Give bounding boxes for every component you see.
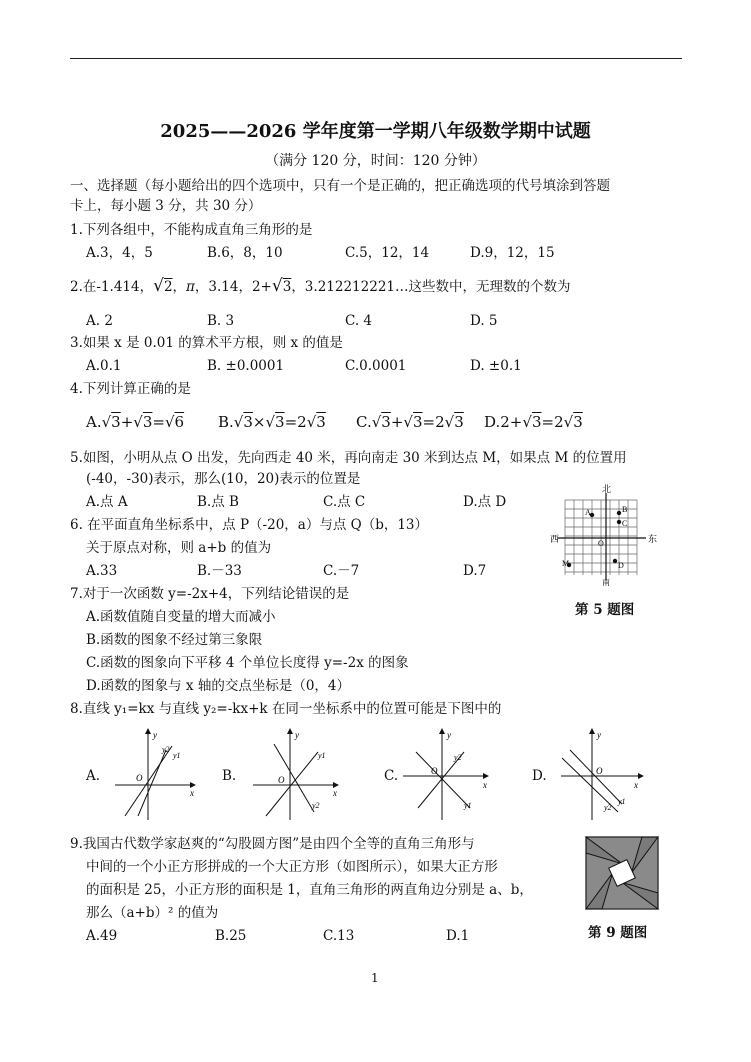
q8-graph-c <box>398 728 493 823</box>
q9-option-d: D.1 <box>446 928 470 944</box>
header-rule <box>70 58 682 59</box>
svg-text:x: x <box>190 788 194 798</box>
q3-option-d: D. ±0.1 <box>470 358 522 374</box>
q5-line-2: (-40，-30)表示，那么(10，20)表示的位置是 <box>86 471 361 487</box>
svg-text:x: x <box>333 788 337 798</box>
svg-text:x: x <box>483 780 487 790</box>
q1-option-d: D.9，12，15 <box>470 245 555 261</box>
q3-option-c: C.0.0001 <box>345 358 407 374</box>
q5-option-c: C.点 C <box>323 494 366 510</box>
section-heading: 一、选择题（每小题给出的四个选项中，只有一个是正确的，把正确选项的代号填涂到答题 <box>70 178 610 194</box>
q5-east-label: 东 <box>648 534 658 544</box>
q9-line-2: 中间的一个小正方形拼成的一个大正方形（如图所示），如果大正方形 <box>86 859 498 875</box>
svg-text:y: y <box>295 730 299 740</box>
q7-stem: 7.对于一次函数 y=-2x+4，下列结论错误的是 <box>70 586 350 602</box>
q7-option-d: D.函数的图象与 x 轴的交点坐标是（0，4） <box>86 678 351 694</box>
q5-line-1: 5.如图，小明从点 O 出发，先向西走 40 米，再向南走 30 米到达点 M，如果点 M 的位置用 <box>70 450 627 466</box>
svg-text:y2: y2 <box>604 803 612 812</box>
q9-line-4: 那么（a+b）² 的值为 <box>86 905 219 921</box>
svg-text:y1: y1 <box>318 751 326 760</box>
q5-point-b: B <box>622 505 628 514</box>
q5-option-a: A.点 A <box>86 494 128 510</box>
q9-option-c: C.13 <box>323 928 355 944</box>
q5-option-b: B.点 B <box>197 494 239 510</box>
q8-graph-d <box>556 728 648 823</box>
q6-line-1: 6. 在平面直角坐标系中，点 P（-20，a）与点 Q（b，13） <box>70 517 429 533</box>
q8-option-b: B. <box>222 768 237 784</box>
q1-stem: 1.下列各组中，不能构成直角三角形的是 <box>70 222 313 238</box>
q1-option-c: C.5，12，14 <box>345 245 430 261</box>
q6-option-d: D.7 <box>463 563 487 579</box>
page-number: 1 <box>371 971 379 985</box>
q5-point-c: C <box>622 519 628 528</box>
q8-option-a: A. <box>86 768 101 784</box>
q5-grid-figure <box>550 485 660 585</box>
q5-figure-caption: 第 5 题图 <box>575 602 635 618</box>
q4-option-d: D.2+√3=2√3 <box>484 413 583 431</box>
page-subtitle: （满分 120 分，时间：120 分钟） <box>265 153 486 169</box>
svg-text:O: O <box>596 766 603 776</box>
q5-west-label: 西 <box>550 534 560 544</box>
q5-point-o: O <box>598 539 604 548</box>
q5-option-d: D.点 D <box>463 494 507 510</box>
svg-text:y: y <box>447 730 451 740</box>
svg-text:y1: y1 <box>464 801 472 810</box>
q2-stem: 2.在-1.414，√2，π，3.14，2+√3，3.212212221…这些数中，无理数的个数为 <box>70 276 571 296</box>
svg-text:y1: y1 <box>618 797 626 806</box>
q9-line-1: 9.我国古代数学家赵爽的“勾股圆方图”是由四个全等的直角三角形与 <box>70 836 475 852</box>
q6-option-a: A.33 <box>86 563 118 579</box>
q8-option-d: D. <box>532 768 547 784</box>
svg-text:y: y <box>597 730 601 740</box>
q4-option-a: A.√3+√3=√6 <box>86 413 185 431</box>
q2-option-c: C. 4 <box>345 313 373 329</box>
q9-pythagoras-square-figure <box>586 837 658 909</box>
section-heading-cont: 卡上，每小题 3 分，共 30 分） <box>70 198 262 214</box>
q7-option-a: A.函数值随自变量的增大而减小 <box>86 609 276 625</box>
q5-point-m: M <box>562 559 570 568</box>
q1-option-a: A.3，4，5 <box>86 245 153 261</box>
svg-text:y2: y2 <box>312 801 320 810</box>
page-title: 2025——2026 学年度第一学期八年级数学期中试题 <box>160 121 591 142</box>
q9-option-b: B.25 <box>215 928 247 944</box>
svg-text:O: O <box>278 775 285 785</box>
svg-text:y2: y2 <box>454 753 462 762</box>
q6-option-c: C.－7 <box>323 563 360 579</box>
q8-graph-b <box>248 728 343 823</box>
q8-graph-a <box>110 728 200 823</box>
q1-option-b: B.6，8，10 <box>207 245 283 261</box>
svg-text:y1: y1 <box>173 751 181 760</box>
q9-option-a: A.49 <box>86 928 118 944</box>
svg-text:y2: y2 <box>162 745 170 754</box>
q2-option-d: D. 5 <box>470 313 498 329</box>
q4-stem: 4.下列计算正确的是 <box>70 381 191 397</box>
q5-point-a: A <box>585 508 591 517</box>
q4-option-c: C.√3+√3=2√3 <box>356 413 464 431</box>
q4-option-b: B.√3×√3=2√3 <box>218 413 326 431</box>
q7-option-b: B.函数的图象不经过第三象限 <box>86 632 263 648</box>
q6-option-b: B.－33 <box>197 563 242 579</box>
q5-north-label: 北 <box>602 484 612 494</box>
svg-text:x: x <box>634 780 638 790</box>
q6-line-2: 关于原点对称，则 a+b 的值为 <box>86 540 272 556</box>
svg-text:y: y <box>153 730 157 740</box>
q9-line-3: 的面积是 25，小正方形的面积是 1，直角三角形的两直角边分别是 a、b， <box>86 882 533 898</box>
q2-option-a: A. 2 <box>86 313 113 329</box>
q5-south-label: 南 <box>602 578 610 587</box>
q7-option-c: C.函数的图象向下平移 4 个单位长度得 y=-2x 的图象 <box>86 655 409 671</box>
q3-option-b: B. ±0.0001 <box>207 358 285 374</box>
q2-option-b: B. 3 <box>207 313 235 329</box>
q3-stem: 3.如果 x 是 0.01 的算术平方根，则 x 的值是 <box>70 335 343 351</box>
q3-option-a: A.0.1 <box>86 358 122 374</box>
q8-stem: 8.直线 y₁=kx 与直线 y₂=-kx+k 在同一坐标系中的位置可能是下图中的 <box>70 701 502 717</box>
q5-point-d: D <box>618 561 624 570</box>
q8-option-c: C. <box>384 768 399 784</box>
q9-figure-caption: 第 9 题图 <box>588 925 648 941</box>
svg-text:O: O <box>136 773 143 783</box>
svg-text:O: O <box>431 766 438 776</box>
